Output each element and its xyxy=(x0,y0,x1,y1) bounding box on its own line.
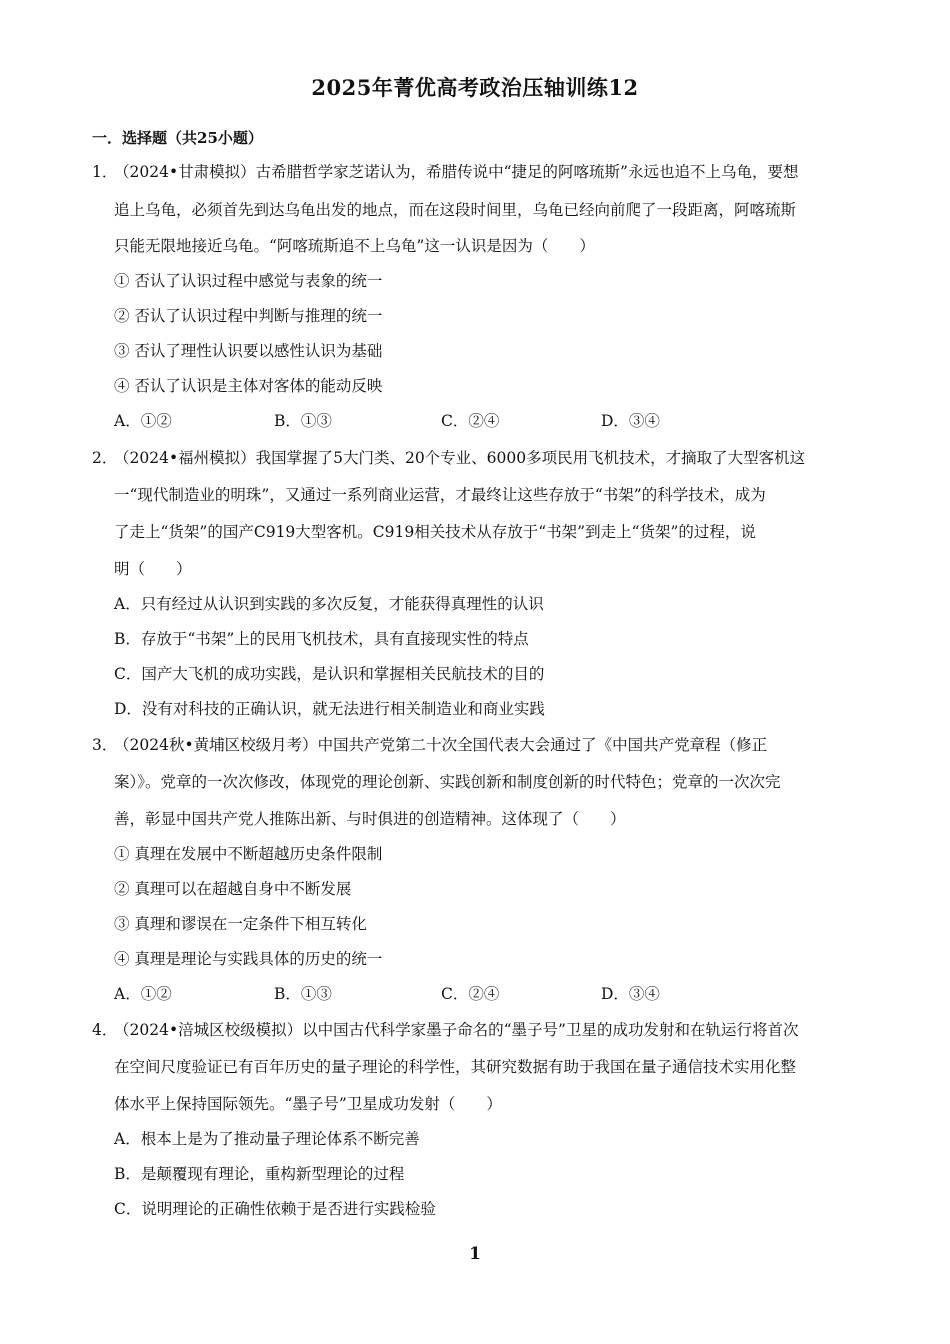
question-number: 3． xyxy=(92,736,118,754)
statement: ④ 否认了认识是主体对客体的能动反映 xyxy=(114,377,383,395)
option-b[interactable]: B．①③ xyxy=(274,985,332,1003)
question-number: 1． xyxy=(92,163,118,181)
question-text-line: （2024•甘肃模拟）古希腊哲学家芝诺认为，希腊传说中“捷足的阿喀琉斯”永远也追不上乌龟，要想 xyxy=(114,163,799,181)
section-heading: 一．选择题（共25小题） xyxy=(92,129,263,147)
question-text-line: 追上乌龟，必须首先到达乌龟出发的地点，而在这段时间里，乌龟已经向前爬了一段距离，阿喀琉斯 xyxy=(114,201,797,219)
statement: ③ 否认了理性认识要以感性认识为基础 xyxy=(114,342,383,360)
option-d[interactable]: D．没有对科技的正确认识，就无法进行相关制造业和商业实践 xyxy=(114,700,545,718)
option-a[interactable]: A．①② xyxy=(114,412,172,430)
question-number: 2． xyxy=(92,449,118,467)
question-number: 4． xyxy=(92,1021,118,1039)
option-b[interactable]: B．①③ xyxy=(274,412,332,430)
option-c[interactable]: C．②④ xyxy=(441,412,500,430)
option-a[interactable]: A．①② xyxy=(114,985,172,1003)
option-d[interactable]: D．③④ xyxy=(601,412,660,430)
question-text-line: 体水平上保持国际领先。“墨子号”卫星成功发射（ ） xyxy=(114,1095,502,1113)
statement: ① 否认了认识过程中感觉与表象的统一 xyxy=(114,272,383,290)
question-text-line: 在空间尺度验证已有百年历史的量子理论的科学性，其研究数据有助于我国在量子通信技术实用化整 xyxy=(114,1058,797,1076)
option-b[interactable]: B．是颠覆现有理论，重构新型理论的过程 xyxy=(114,1165,405,1183)
question-text-line: （2024秋•黄埔区校级月考）中国共产党第二十次全国代表大会通过了《中国共产党章程（修正 xyxy=(114,736,768,754)
option-c[interactable]: C．②④ xyxy=(441,985,500,1003)
question-text-line: （2024•涪城区校级模拟）以中国古代科学家墨子命名的“墨子号”卫星的成功发射和在轨运行将首次 xyxy=(114,1021,799,1039)
option-c[interactable]: C．说明理论的正确性依赖于是否进行实践检验 xyxy=(114,1200,436,1218)
statement: ② 真理可以在超越自身中不断发展 xyxy=(114,880,352,898)
option-d[interactable]: D．③④ xyxy=(601,985,660,1003)
question-text-line: 了走上“货架”的国产C919大型客机。C919相关技术从存放于“书架”到走上“货架”的过程，说 xyxy=(114,523,756,541)
document-title: 2025年菁优高考政治压轴训练12 xyxy=(311,75,639,100)
question-text-line: 一“现代制造业的明珠”，又通过一系列商业运营，才最终让这些存放于“书架”的科学技术，成为 xyxy=(114,486,766,504)
question-text-line: 善，彰显中国共产党人推陈出新、与时俱进的创造精神。这体现了（ ） xyxy=(114,810,626,828)
question-text-line: （2024•福州模拟）我国掌握了5大门类、20个专业、6000多项民用飞机技术，才摘取了大型客机这 xyxy=(114,449,806,467)
option-a[interactable]: A．根本上是为了推动量子理论体系不断完善 xyxy=(114,1130,420,1148)
option-c[interactable]: C．国产大飞机的成功实践，是认识和掌握相关民航技术的目的 xyxy=(114,665,545,683)
statement: ④ 真理是理论与实践具体的历史的统一 xyxy=(114,950,383,968)
page-number: 1 xyxy=(469,1244,481,1264)
statement: ① 真理在发展中不断超越历史条件限制 xyxy=(114,845,383,863)
question-text-line: 只能无限地接近乌龟。“阿喀琉斯追不上乌龟”这一认识是因为（ ） xyxy=(114,237,595,255)
question-text-line: 案）》。党章的一次次修改，体现党的理论创新、实践创新和制度创新的时代特色；党章的一次次完 xyxy=(114,773,781,791)
statement: ② 否认了认识过程中判断与推理的统一 xyxy=(114,307,383,325)
option-a[interactable]: A．只有经过从认识到实践的多次反复，才能获得真理性的认识 xyxy=(114,595,544,613)
statement: ③ 真理和谬误在一定条件下相互转化 xyxy=(114,915,367,933)
question-text-line: 明（ ） xyxy=(114,560,192,578)
option-b[interactable]: B．存放于“书架”上的民用飞机技术，具有直接现实性的特点 xyxy=(114,630,529,648)
